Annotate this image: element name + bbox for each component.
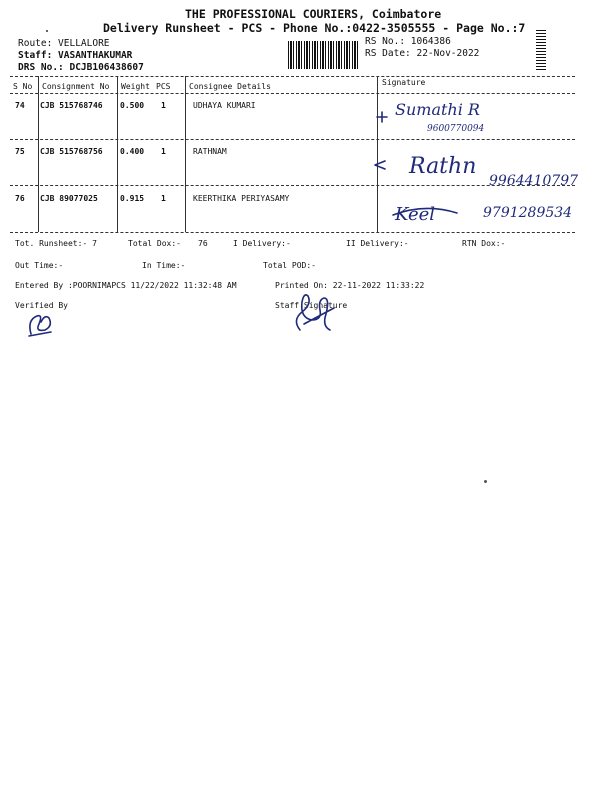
rtn-dox: RTN Dox:- xyxy=(462,239,506,248)
row-consignee: UDHAYA KUMARI xyxy=(193,101,256,110)
col-header-pcs: PCS xyxy=(156,82,171,91)
i-delivery: I Delivery:- xyxy=(233,239,291,248)
entered-by: Entered By :POORNIMAPCS 11/22/2022 11:32:48 AM xyxy=(15,281,237,290)
row-weight: 0.400 xyxy=(120,147,145,156)
printed-on: Printed On: 22-11-2022 11:33:22 xyxy=(275,281,425,290)
handwritten-signatures xyxy=(365,95,595,235)
route-label: Route: VELLALORE xyxy=(18,38,110,49)
table-top-rule xyxy=(10,76,575,77)
verified-by: Verified By xyxy=(15,301,68,310)
row-consignment: CJB 515768746 xyxy=(40,101,103,110)
signature-arrow-mark xyxy=(375,161,385,169)
signature-cross-mark xyxy=(377,112,387,122)
row-pcs: 1 xyxy=(161,147,166,156)
signature-row-74: Sumathi R xyxy=(395,100,480,119)
phone-row-76: 9791289534 xyxy=(483,205,573,221)
staff-label: Staff: VASANTHAKUMAR xyxy=(18,50,133,61)
row-consignee: KEERTHIKA PERIYASAMY xyxy=(193,194,290,203)
column-divider xyxy=(117,76,118,232)
company-title: THE PROFESSIONAL COURIERS, Coimbatore xyxy=(185,7,442,21)
tot-runsheet: Tot. Runsheet:- 7 xyxy=(15,239,97,248)
row-sno: 74 xyxy=(15,101,25,110)
rs-date: RS Date: 22-Nov-2022 xyxy=(365,48,480,59)
row-pcs: 1 xyxy=(161,101,166,110)
total-dox-value: 76 xyxy=(198,239,208,248)
row-sno: 75 xyxy=(15,147,25,156)
scan-speck xyxy=(484,480,487,483)
col-header-consignee: Consignee Details xyxy=(189,82,271,91)
phone-row-75: 9964410797 xyxy=(489,173,579,189)
row-consignee: RATHNAM xyxy=(193,147,227,156)
row-pcs: 1 xyxy=(161,194,166,203)
column-divider xyxy=(185,76,186,232)
col-header-consignment: Consignment No xyxy=(42,82,110,91)
phone-row-74: 9600770094 xyxy=(427,124,485,134)
row-weight: 0.500 xyxy=(120,101,145,110)
col-header-sno: S No xyxy=(13,82,33,91)
total-dox-label: Total Dox:- xyxy=(128,239,181,248)
verified-initials xyxy=(25,308,60,340)
staff-signature-mark xyxy=(290,290,340,338)
column-divider xyxy=(38,76,39,232)
barcode xyxy=(288,41,360,69)
row-consignment: CJB 89077025 xyxy=(40,194,98,203)
ii-delivery: II Delivery:- xyxy=(346,239,409,248)
col-header-signature: Signature xyxy=(382,78,426,87)
drs-number: DRS No.: DCJB106438607 xyxy=(18,62,144,73)
out-time: Out Time:- xyxy=(15,261,64,270)
row-sno: 76 xyxy=(15,194,25,203)
col-header-weight: Weight xyxy=(121,82,150,91)
signature-row-76: Keel xyxy=(395,204,436,225)
scan-speck xyxy=(46,30,48,32)
total-pod: Total POD:- xyxy=(263,261,316,270)
in-time: In Time:- xyxy=(142,261,186,270)
row-consignment: CJB 515768756 xyxy=(40,147,103,156)
barcode-mark xyxy=(536,30,546,70)
staff-signature: Staff Signature xyxy=(275,301,348,310)
header-bottom-rule xyxy=(10,93,575,94)
rs-number: RS No.: 1064386 xyxy=(365,36,451,47)
runsheet-subtitle: Delivery Runsheet - PCS - Phone No.:0422-3505555 - Page No.:7 xyxy=(103,21,526,35)
signature-row-75: Rathn xyxy=(409,154,477,179)
row-weight: 0.915 xyxy=(120,194,145,203)
